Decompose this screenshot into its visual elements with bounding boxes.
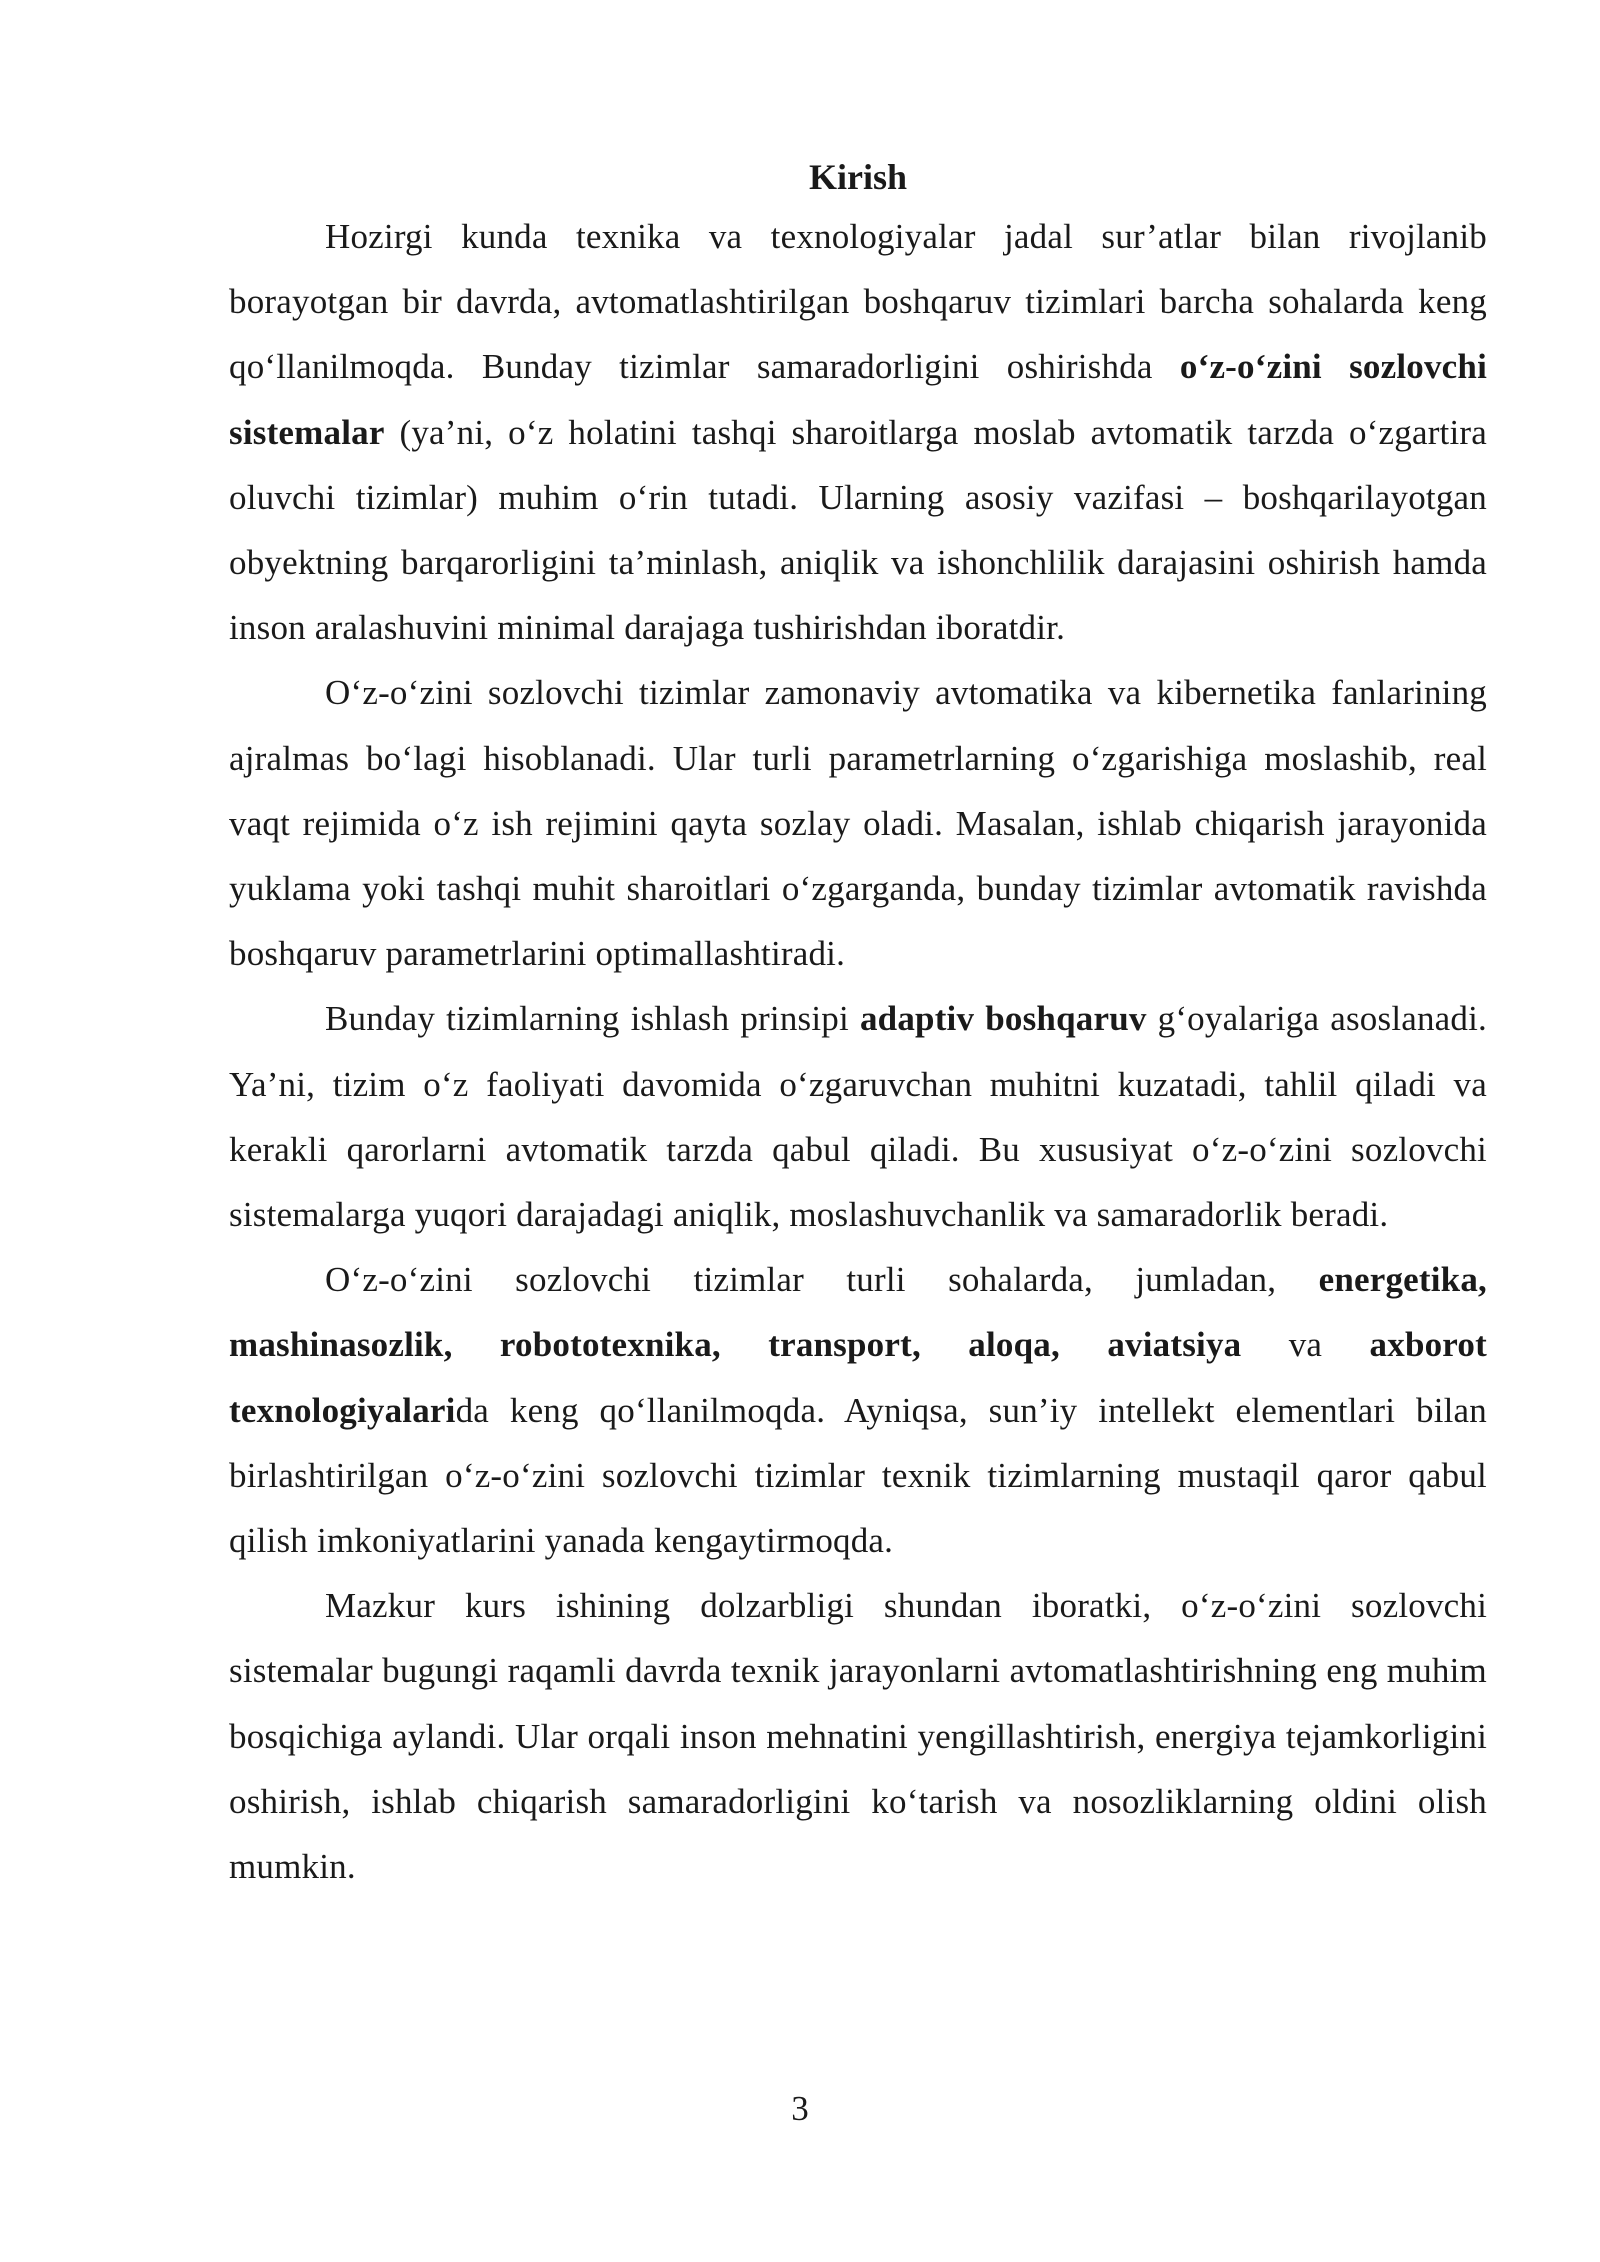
page-number: 3 (791, 2089, 809, 2128)
body-text (229, 204, 1487, 1899)
paragraph (229, 204, 1487, 660)
paragraph (229, 660, 1487, 986)
text-run: va (1241, 1325, 1370, 1365)
paragraph (229, 1573, 1487, 1899)
text-run: Hozirgi kunda texnika va texnologiyalar jadal sur’atlar bilan rivojlanib borayotgan bir davrda, avtomatlashtirilgan boshqaruv tizimlari barcha sohalarda keng qo‘llanilmoqda. Bunday tizimlar samaradorligini oshirishda (229, 217, 1487, 387)
paragraph (229, 986, 1487, 1247)
bold-term: o‘z-o‘zini sozlovchi sistemalar (229, 347, 1487, 452)
text-run: (ya’ni, o‘z holatini tashqi sharoitlarga moslab avtomatik tarzda o‘zgartira oluvchi tizimlar) muhim o‘rin tutadi. Ularning asosiy vazifasi – boshqarilayotgan obyektning barqarorligini ta’minlash, aniqlik va ishonchlilik darajasini oshirish hamda inson aralashuvini minimal darajaga tushirishdan iboratdir. (229, 412, 1487, 648)
bold-term: adaptiv boshqaruv (859, 999, 1147, 1039)
paragraph (229, 1247, 1487, 1573)
text-run: Bunday tizimlarning ishlash prinsipi (325, 999, 860, 1039)
text-run: Mazkur kurs ishining dolzarbligi shundan iboratki, o‘z-o‘zini sozlovchi sistemalar bugungi raqamli davrda texnik jarayonlarni avtomatlashtirishning eng muhim bosqichiga aylandi. Ular orqali inson mehnatini yengillashtirish, energiya tejamkorligini oshirish, ishlab chiqarish samaradorligini ko‘tarish va nosozliklarning oldini olish mumkin. (229, 1586, 1487, 1887)
bold-term: axborot texnologiyalari (229, 1325, 1487, 1430)
page-content (229, 150, 1487, 1899)
text-run: da keng qo‘llanilmoqda. Ayniqsa, sun’iy intellekt elementlari bilan birlashtirilgan o‘z-o‘zini sozlovchi tizimlar texnik tizimlarning mustaqil qaror qabul qilish imkoniyatlarini yanada kengaytirmoqda. (229, 1390, 1487, 1561)
text-run: g‘oyalariga asoslanadi. Ya’ni, tizim o‘z faoliyati davomida o‘zgaruvchan muhitni kuzatadi, tahlil qiladi va kerakli qarorlarni avtomatik tarzda qabul qiladi. Bu xususiyat o‘z-o‘zini sozlovchi sistemalarga yuqori darajadagi aniqlik, moslashuvchanlik va samaradorlik beradi. (229, 999, 1487, 1235)
text-run: O‘z-o‘zini sozlovchi tizimlar turli sohalarda, jumladan, (325, 1260, 1319, 1300)
text-run: O‘z-o‘zini sozlovchi tizimlar zamonaviy avtomatika va kibernetika fanlarining ajralmas bo‘lagi hisoblanadi. Ular turli parametrlarning o‘zgarishiga moslashib, real vaqt rejimida o‘z ish rejimini qayta sozlay oladi. Masalan, ishlab chiqarish jarayonida yuklama yoki tashqi muhit sharoitlari o‘zgarganda, bunday tizimlar avtomatik ravishda boshqaruv parametrlarini optimallashtiradi. (229, 673, 1487, 974)
section-heading: Kirish (808, 157, 907, 197)
bold-term: energetika, mashinasozlik, robototexnika, transport, aloqa, aviatsiya (229, 1260, 1487, 1365)
